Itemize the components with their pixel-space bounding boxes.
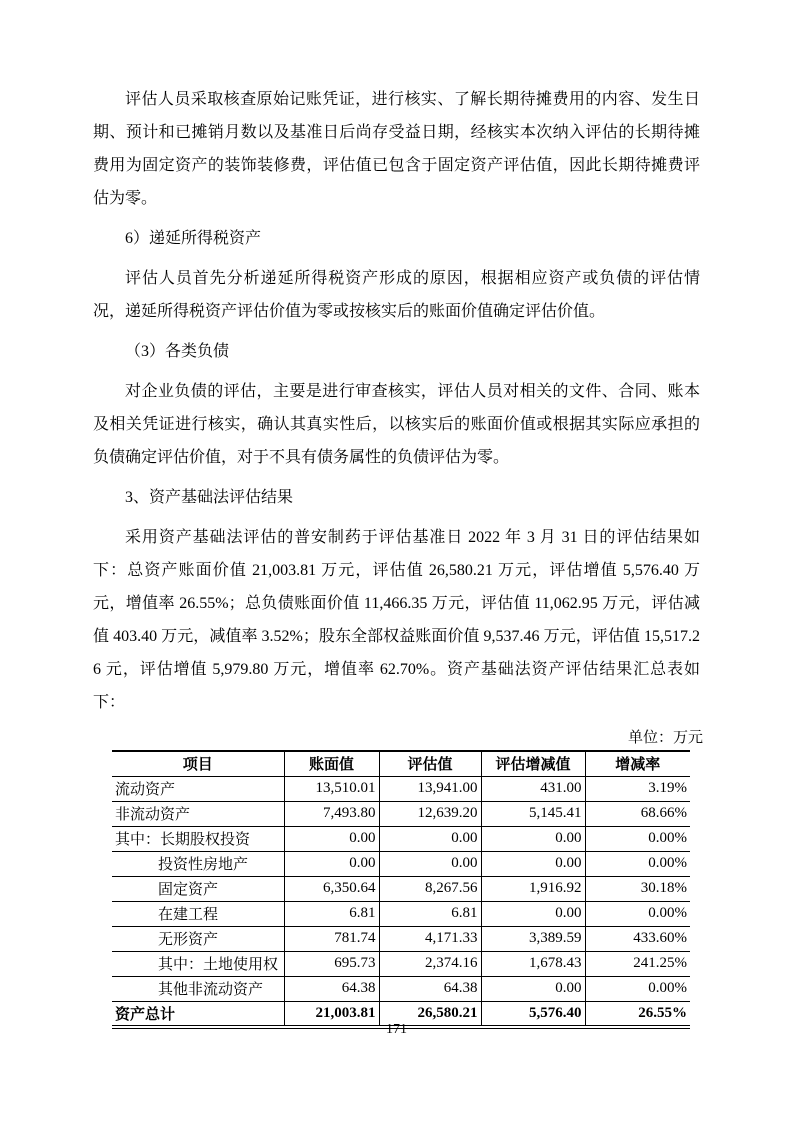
assessed-value-cell: 0.00 (379, 826, 481, 851)
change-value-cell: 0.00 (481, 901, 585, 926)
assessed-value-cell: 8,267.56 (379, 876, 481, 901)
change-value-cell: 3,389.59 (481, 926, 585, 951)
book-value-cell: 13,510.01 (284, 776, 379, 801)
table-row-investment-property (112, 851, 690, 876)
change-value-cell: 1,916.92 (481, 876, 585, 901)
row-label: 投资性房地产 (112, 851, 284, 876)
heading-asset-based-result: 3、资产基础法评估结果 (125, 489, 294, 506)
row-label: 其他非流动资产 (112, 976, 284, 1001)
change-value-cell: 1,678.43 (481, 951, 585, 976)
assessed-value-cell: 6.81 (379, 901, 481, 926)
assessed-value-cell: 26,580.21 (379, 1001, 481, 1027)
table-row-other-non-current-assets (112, 976, 690, 1001)
assessed-value-cell: 4,171.33 (379, 926, 481, 951)
assessed-value-cell: 0.00 (379, 851, 481, 876)
book-value-cell: 6.81 (284, 901, 379, 926)
col-header-assessed-value: 评估值 (379, 751, 481, 776)
table-row-non-current-assets (112, 801, 690, 826)
assessed-value-cell: 64.38 (379, 976, 481, 1001)
row-label: 在建工程 (112, 901, 284, 926)
paragraph-asset-based-result: 采用资产基础法评估的普安制药于评估基准日 2022 年 3 月 31 日的评估结果如下：总资产账面价值 21,003.81 万元，评估值 26,580.21 万元，评估增值 5,576.40 万元，增值率 26.55%；总负债账面价值 11,466.35 万元，评估值 11,062.95 万元，评估减值 403.40 万元，减值率 3.52%；股东全部权益账面价值 9,537.46 万元，评估值 15,517.26 元，评估增值 5,979.80 万元，增值率 62.70%。资产基础法资产评估结果汇总表如下： (93, 529, 700, 711)
heading-deferred-tax-assets: 6）递延所得税资产 (125, 230, 262, 247)
row-label: 资产总计 (115, 1006, 176, 1023)
col-header-change-value: 评估增减值 (481, 751, 585, 776)
change-rate-cell: 30.18% (585, 876, 690, 901)
unit-label: 单位：万元 (627, 730, 703, 746)
valuation-summary-table (112, 750, 690, 1029)
change-value-cell: 5,145.41 (481, 801, 585, 826)
change-rate-cell: 0.00% (585, 851, 690, 876)
change-value-cell: 0.00 (481, 826, 585, 851)
change-value-cell: 0.00 (481, 851, 585, 876)
table-row-intangible-assets (112, 926, 690, 951)
change-rate-cell: 0.00% (585, 826, 690, 851)
book-value-cell: 0.00 (284, 851, 379, 876)
table-header-row (112, 751, 690, 776)
row-label: 非流动资产 (112, 801, 284, 826)
book-value-cell: 7,493.80 (284, 801, 379, 826)
page-number: 171 (386, 1022, 407, 1037)
row-label: 固定资产 (112, 876, 284, 901)
change-rate-cell: 68.66% (585, 801, 690, 826)
row-label: 流动资产 (112, 776, 284, 801)
assessed-value-cell: 2,374.16 (379, 951, 481, 976)
assessed-value-cell: 13,941.00 (379, 776, 481, 801)
change-rate-cell: 26.55% (585, 1001, 690, 1027)
book-value-cell: 64.38 (284, 976, 379, 1001)
table-row-long-term-equity-investment (112, 826, 690, 851)
change-rate-cell: 0.00% (585, 976, 690, 1001)
col-header-item: 项目 (112, 751, 284, 776)
book-value-cell: 0.00 (284, 826, 379, 851)
book-value-cell: 695.73 (284, 951, 379, 976)
change-value-cell: 5,576.40 (481, 1001, 585, 1027)
change-value-cell: 0.00 (481, 976, 585, 1001)
page-content (93, 83, 703, 1029)
change-rate-cell: 0.00% (585, 901, 690, 926)
row-label: 其中：长期股权投资 (112, 826, 284, 851)
row-label: 无形资产 (112, 926, 284, 951)
col-header-book-value: 账面值 (284, 751, 379, 776)
row-label: 其中：土地使用权 (112, 951, 284, 976)
book-value-cell: 6,350.64 (284, 876, 379, 901)
change-rate-cell: 3.19% (585, 776, 690, 801)
col-header-change-rate: 增减率 (585, 751, 690, 776)
paragraph-liabilities: 对企业负债的评估，主要是进行审查核实，评估人员对相关的文件、合同、账本及相关凭证进行核实，确认其真实性后，以核实后的账面价值或根据其实际应承担的负债确定评估价值，对于不具有债务属性的负债评估为零。 (93, 383, 700, 466)
table-row-fixed-assets (112, 876, 690, 901)
book-value-cell: 21,003.81 (284, 1001, 379, 1027)
heading-liabilities: （3）各类负债 (125, 343, 230, 360)
change-rate-cell: 241.25% (585, 951, 690, 976)
paragraph-long-term-deferred-expense: 评估人员采取核查原始记账凭证，进行核实、了解长期待摊费用的内容、发生日期、预计和已摊销月数以及基准日后尚存受益日期，经核实本次纳入评估的长期待摊费用为固定资产的装饰装修费，评估值已包含于固定资产评估值，因此长期待摊费评估为零。 (93, 91, 700, 207)
assessed-value-cell: 12,639.20 (379, 801, 481, 826)
change-rate-cell: 433.60% (585, 926, 690, 951)
table-row-current-assets (112, 776, 690, 801)
paragraph-deferred-tax-assets: 评估人员首先分析递延所得税资产形成的原因，根据相应资产或负债的评估情况，递延所得税资产评估价值为零或按核实后的账面价值确定评估价值。 (93, 270, 700, 320)
table-row-land-use-rights (112, 951, 690, 976)
change-value-cell: 431.00 (481, 776, 585, 801)
table-row-construction-in-progress (112, 901, 690, 926)
book-value-cell: 781.74 (284, 926, 379, 951)
